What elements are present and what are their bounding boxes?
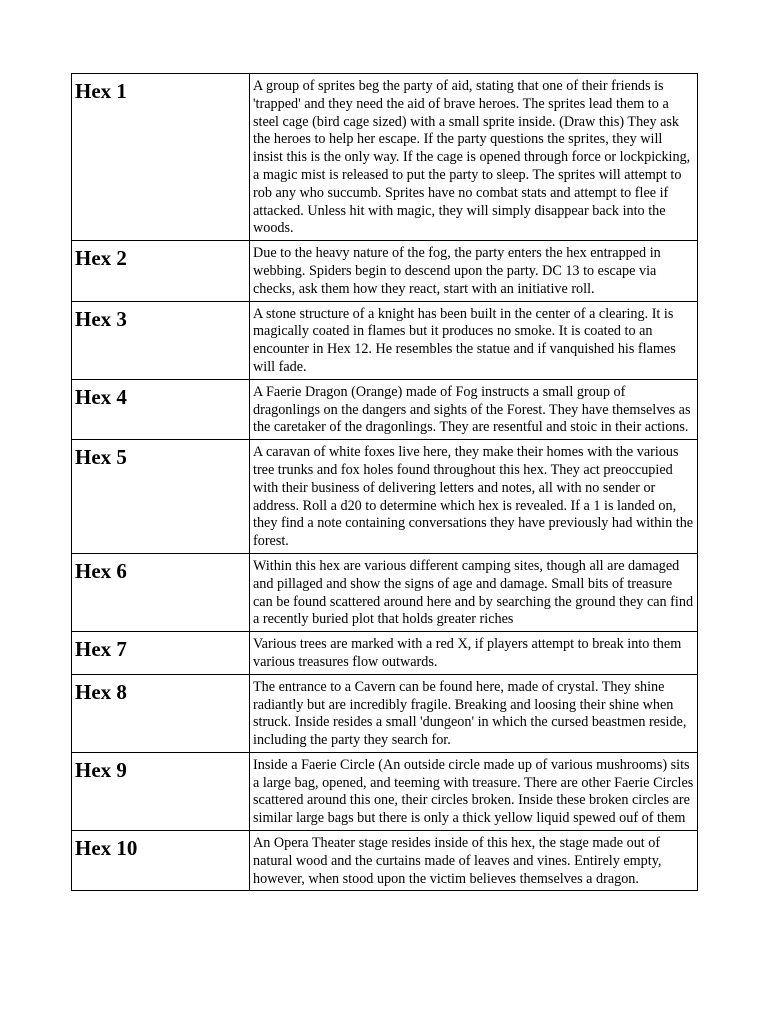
hex-row: [72, 241, 698, 301]
hex-name-cell: Hex 7: [72, 632, 250, 675]
hex-row: [72, 752, 698, 830]
hex-row: [72, 379, 698, 439]
hex-name-cell: Hex 2: [72, 241, 250, 301]
hex-description-cell: Inside a Faerie Circle (An outside circle made up of various mushrooms) sits a large bag, opened, and teeming with treasure. There are other Faerie Circles scattered around this one, their circles broken. Inside these broken circles are similar large bags but there is only a thick yellow liquid spewed ouf of them: [250, 752, 698, 830]
hex-name-cell: Hex 4: [72, 379, 250, 439]
hex-row: [72, 440, 698, 554]
hex-description-cell: A group of sprites beg the party of aid, stating that one of their friends is 'trapped' and they need the aid of brave heroes. The sprites lead them to a steel cage (bird cage sized) with a small sprite inside. (Draw this) They ask the heroes to help her escape. If the party questions the sprites, they will insist this is the only way. If the cage is opened through force or lockpicking, a magic mist is released to put the party to sleep. The sprites will attempt to rob any who succumb. Sprites have no combat stats and attempt to flee if attacked. Unless hit with magic, they will simply disappear back into the woods.: [250, 74, 698, 241]
hex-description-cell: A caravan of white foxes live here, they make their homes with the various tree trunks and fox holes found throughout this hex. They act preoccupied with their business of delivering letters and notes, all with no sender or address. Roll a d20 to determine which hex is revealed. If a 1 is landed on, they find a note containing conversations they have previously had within the forest.: [250, 440, 698, 554]
hex-name-cell: Hex 1: [72, 74, 250, 241]
hex-description-cell: A Faerie Dragon (Orange) made of Fog instructs a small group of dragonlings on the dangers and sights of the Forest. They have themselves as the caretaker of the dragonlings. They are resentful and stoic in their actions.: [250, 379, 698, 439]
hex-name-cell: Hex 6: [72, 553, 250, 631]
hex-row: [72, 301, 698, 379]
hex-name-cell: Hex 5: [72, 440, 250, 554]
hex-description-cell: Due to the heavy nature of the fog, the party enters the hex entrapped in webbing. Spiders begin to descend upon the party. DC 13 to escape via checks, ask them how they react, start with an initiative roll.: [250, 241, 698, 301]
hex-row: [72, 674, 698, 752]
hex-row: [72, 831, 698, 891]
hex-description-cell: Within this hex are various different camping sites, though all are damaged and pillaged and show the signs of age and damage. Small bits of treasure can be found scattered around here and by searching the ground they can find a recently buried plot that holds greater riches: [250, 553, 698, 631]
hex-table-body: [72, 74, 698, 891]
hex-row: [72, 632, 698, 675]
hex-description-cell: Various trees are marked with a red X, if players attempt to break into them various treasures flow outwards.: [250, 632, 698, 675]
hex-description-cell: An Opera Theater stage resides inside of this hex, the stage made out of natural wood and the curtains made of leaves and vines. Entirely empty, however, when stood upon the victim believes themselves a dragon.: [250, 831, 698, 891]
hex-row: [72, 553, 698, 631]
hex-name-cell: Hex 9: [72, 752, 250, 830]
hex-name-cell: Hex 10: [72, 831, 250, 891]
hex-row: [72, 74, 698, 241]
hex-name-cell: Hex 8: [72, 674, 250, 752]
hex-name-cell: Hex 3: [72, 301, 250, 379]
hex-description-cell: The entrance to a Cavern can be found here, made of crystal. They shine radiantly but are incredibly fragile. Breaking and loosing their shine when struck. Inside resides a small 'dungeon' in which the cursed beastmen reside, including the party they search for.: [250, 674, 698, 752]
hex-table: [71, 73, 698, 891]
hex-description-cell: A stone structure of a knight has been built in the center of a clearing. It is magically coated in flames but it produces no smoke. It is coated to an encounter in Hex 12. He resembles the statue and if vanquished his flames will fade.: [250, 301, 698, 379]
